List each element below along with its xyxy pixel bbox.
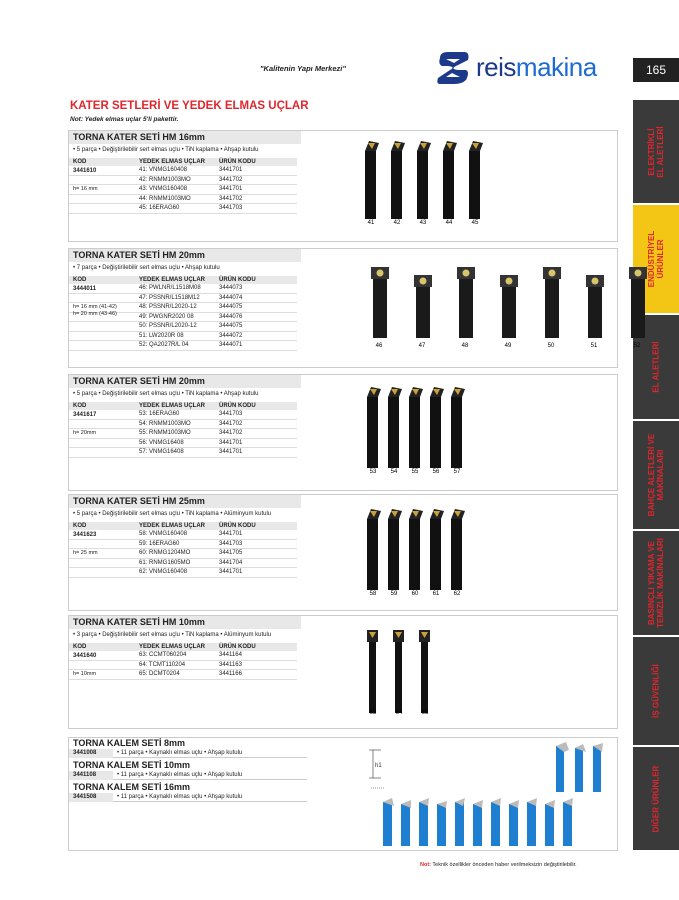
sidebar-item-diger[interactable] [633, 747, 679, 852]
column-header: KOD [73, 403, 87, 409]
tool-number: 60 [411, 591, 419, 597]
kalem-code: 3441108 [69, 771, 113, 780]
section-title: TORNA KATER SETİ HM 20mm [69, 249, 301, 262]
tool-holder [469, 141, 483, 226]
set-code: 3441623 [73, 532, 97, 538]
insert-name: 57: VNMG16408 [139, 449, 184, 455]
table-row [69, 166, 297, 176]
tool-holder [371, 267, 389, 349]
column-header: YEDEK ELMAS UÇLAR [139, 523, 206, 529]
insert-name: 63: CCMT060204 [139, 652, 187, 658]
insert-name: 48: PSSNR/L2020-12 [139, 304, 197, 310]
table-row [69, 448, 297, 458]
insert-table [69, 522, 297, 578]
tool-holder [419, 630, 430, 716]
section-title: TORNA KATER SETİ HM 20mm [69, 375, 301, 388]
tool-number: 53 [369, 469, 377, 475]
product-section [68, 494, 618, 611]
kalem-section [68, 737, 618, 851]
insert-name: 46: PWLNR/L1518M08 [139, 285, 201, 291]
tool-number: 46 [375, 343, 383, 349]
tool-number: 59 [390, 591, 398, 597]
tool-number: 61 [432, 591, 440, 597]
product-code: 3444075 [219, 304, 243, 310]
insert-table [69, 643, 297, 680]
insert-name: 59: 16ERAG60 [139, 540, 180, 547]
tool-number: 48 [461, 343, 469, 349]
product-code: 3441704 [219, 559, 243, 566]
section-features: • 5 parça • Değiştirilebilir sert elmas uçlu • TiN kaplama • Ahşap kutulu [73, 391, 259, 397]
table-row [69, 429, 297, 439]
height-note: h= 16 mm [73, 186, 98, 192]
column-header: YEDEK ELMAS UÇLAR [139, 277, 206, 283]
logo-icon [434, 50, 472, 86]
product-code: 3441702 [219, 430, 243, 436]
product-code: 3441702 [219, 420, 243, 427]
product-code: 3441701 [219, 167, 243, 173]
insert-name: 43: VNMG160408 [139, 186, 188, 192]
tool-number: 50 [547, 343, 555, 349]
tool-set-image [361, 507, 611, 596]
column-header: ÜRÜN KODU [219, 523, 256, 529]
tool-holder [451, 387, 465, 475]
tool-number: 64 [395, 710, 403, 716]
column-header: KOD [73, 159, 87, 165]
insert-name: 56: VNMG16408 [139, 439, 184, 446]
set-code: 3444011 [73, 286, 97, 292]
tool-number: 62 [453, 591, 461, 597]
column-header: ÜRÜN KODU [219, 403, 256, 409]
table-header [69, 522, 297, 530]
slogan: "Kalitenin Yapı Merkezi" [260, 64, 346, 73]
brand-logo: reismakina [476, 52, 597, 82]
tool-holder [409, 509, 423, 597]
tool-holder [430, 387, 444, 475]
product-section [68, 130, 618, 242]
column-header: ÜRÜN KODU [219, 277, 256, 283]
table-row [69, 195, 297, 205]
product-code: 3441163 [219, 661, 242, 668]
insert-name: 65: DCMT0204 [139, 671, 180, 677]
product-code: 3444073 [219, 285, 243, 291]
table-row [69, 651, 297, 661]
table-row [69, 439, 297, 449]
tool-set-image [361, 626, 611, 715]
table-header [69, 402, 297, 410]
product-code: 3441705 [219, 550, 243, 556]
insert-name: 50: PSSNR/L2020-12 [139, 323, 197, 329]
height-note: h= 16 mm (41-42) h= 20 mm (43-46) [73, 304, 117, 317]
section-features: • 3 parça • Değiştirilebilir sert elmas uçlu • TiN kaplama • Alüminyum kutulu [73, 632, 272, 638]
set-code: 3441640 [73, 653, 97, 659]
height-note: h= 25 mm [73, 550, 98, 556]
tool-holder [391, 141, 405, 226]
insert-name: 42: RNMM1003MO [139, 176, 191, 183]
table-header [69, 276, 297, 284]
sidebar-item-bahce[interactable] [633, 421, 679, 531]
tool-holder [388, 387, 402, 475]
tool-number: 51 [590, 343, 598, 349]
table-row [69, 661, 297, 671]
kalem-features: • 11 parça • Kaynaklı elmas uçlu • Ahşap kutulu [113, 771, 307, 780]
table-row [69, 568, 297, 578]
tool-number: 63 [369, 710, 377, 716]
sidebar-item-label: ENDÜSTRİYEL ÜRÜNLER [647, 230, 665, 288]
insert-name: 44: RNMM1003MO [139, 195, 191, 202]
product-code: 3441703 [219, 205, 243, 211]
sidebar-item-elektrikli[interactable] [633, 100, 679, 205]
tool-holder [451, 509, 465, 597]
tool-holder [457, 267, 475, 349]
insert-name: 53: 16ERAG60 [139, 411, 180, 417]
tool-holder [367, 630, 378, 716]
column-header: KOD [73, 277, 87, 283]
tool-number: 41 [367, 220, 375, 226]
product-section [68, 615, 618, 729]
tool-holder [500, 275, 518, 349]
tool-holder [443, 141, 457, 226]
product-code: 3444072 [219, 332, 243, 339]
table-row [69, 294, 297, 304]
table-row [69, 549, 297, 559]
column-header: YEDEK ELMAS UÇLAR [139, 159, 206, 165]
tool-number: 54 [390, 469, 398, 475]
table-row [69, 185, 297, 195]
tool-holder [586, 275, 604, 349]
table-row [69, 204, 297, 214]
tool-set-image [367, 259, 641, 349]
product-code: 3444071 [219, 342, 243, 348]
sidebar-item-label: BASINÇLI YIKAMA VE TEMİZLİK MAKİNALARI [647, 538, 665, 628]
tool-number: 43 [419, 220, 427, 226]
tool-number: 57 [453, 469, 461, 475]
product-code: 3444075 [219, 323, 243, 329]
kalem-features: • 11 parça • Kaynaklı elmas uçlu • Ahşap kutulu [113, 749, 307, 758]
kalem-title: TORNA KALEM SETİ 16mm [73, 782, 191, 792]
tool-holder [365, 141, 379, 226]
column-header: KOD [73, 523, 87, 529]
insert-name: 49: PWGNR2020 08 [139, 313, 194, 320]
column-header: YEDEK ELMAS UÇLAR [139, 644, 206, 650]
section-title: TORNA KATER SETİ HM 10mm [69, 616, 301, 629]
product-code: 3441701 [219, 569, 243, 575]
tool-number: 56 [432, 469, 440, 475]
tool-holder [388, 509, 402, 597]
section-features: • 5 parça • Değiştirilebilir sert elmas uçlu • TiN kaplama • Alüminyum kutulu [73, 511, 272, 517]
kalem-tools-image [361, 740, 611, 848]
insert-name: 47: PSSNR/L1518M12 [139, 294, 200, 301]
tool-number: 47 [418, 343, 426, 349]
product-code: 3441701 [219, 449, 243, 455]
column-header: KOD [73, 644, 87, 650]
insert-name: 62: VNMG160408 [139, 569, 188, 575]
table-row [69, 332, 297, 342]
tool-holder [367, 509, 381, 597]
page-number: 165 [633, 58, 679, 82]
page-title: KATER SETLERİ VE YEDEK ELMAS UÇLAR [70, 100, 309, 112]
tool-number: 42 [393, 220, 401, 226]
insert-name: 60: RNMG1204MO [139, 550, 191, 556]
sidebar-item-label: DİĞER ÜRÜNLER [651, 765, 661, 832]
insert-name: 55: RNMM1003MO [139, 430, 191, 436]
height-note: h= 10mm [73, 671, 97, 677]
product-code: 3441701 [219, 186, 243, 192]
insert-table [69, 402, 297, 458]
table-row [69, 176, 297, 186]
tool-number: 65 [421, 710, 429, 716]
section-features: • 5 parça • Değiştirilebilir sert elmas uçlu • TiN kaplama • Ahşap kutulu [73, 147, 259, 153]
tool-number: 44 [445, 220, 453, 226]
tool-holder [367, 387, 381, 475]
tool-number: 58 [369, 591, 377, 597]
product-section [68, 248, 641, 368]
footer-note: Not: Teknik özellikler önceden haber verilmeksizin değiştirilebilir. [420, 862, 577, 868]
insert-name: 64: TCMT110204 [139, 661, 186, 668]
section-features: • 7 parça • Değiştirilebilir sert elmas uçlu • Ahşap kutulu [73, 265, 220, 271]
page-note: Not: Yedek elmas uçlar 5'li pakettir. [70, 116, 179, 123]
tool-set-image [359, 139, 609, 225]
product-code: 3441702 [219, 176, 243, 183]
column-header: ÜRÜN KODU [219, 644, 256, 650]
insert-name: 41: VNMG160408 [139, 167, 188, 173]
insert-name: 51: LW2020R 08 [139, 332, 184, 339]
kalem-code: 3441008 [69, 749, 113, 758]
insert-name: 54: RNMM1003MO [139, 420, 191, 427]
product-code: 3441701 [219, 439, 243, 446]
tool-holder [414, 275, 432, 349]
set-code: 3441617 [73, 412, 97, 418]
product-code: 3444074 [219, 294, 243, 301]
table-header [69, 643, 297, 651]
sidebar-item-label: İŞ GÜVENLİĞİ [651, 664, 661, 718]
kalem-features: • 11 parça • Kaynaklı elmas uçlu • Ahşap kutulu [113, 793, 307, 802]
tool-number: 45 [471, 220, 479, 226]
product-code: 3441701 [219, 531, 243, 537]
table-header [69, 158, 297, 166]
sidebar-item-basincli[interactable] [633, 531, 679, 637]
height-note: h= 20mm [73, 430, 97, 436]
dimension-label: h1 [375, 763, 382, 769]
product-code: 3441702 [219, 195, 243, 202]
sidebar-item-label: ELEKTRİKLİ EL ALETLERİ [647, 125, 665, 178]
tool-holder [393, 630, 404, 716]
tool-holder [629, 267, 647, 349]
table-row [69, 530, 297, 540]
tool-holder [543, 267, 561, 349]
table-row [69, 341, 297, 351]
insert-name: 61: RNMG1605MO [139, 559, 191, 566]
kalem-title: TORNA KALEM SETİ 8mm [73, 738, 186, 748]
table-row [69, 540, 297, 550]
insert-name: 58: VNMG160408 [139, 531, 188, 537]
kalem-code: 3441508 [69, 793, 113, 802]
sidebar-item-label: BAHÇE ALETLERİ VE MAKİNALARI [647, 433, 665, 517]
insert-name: 52: QA2027R/L 04 [139, 342, 189, 348]
tool-number: 55 [411, 469, 419, 475]
insert-table [69, 158, 297, 214]
set-code: 3441610 [73, 168, 97, 174]
section-title: TORNA KATER SETİ HM 25mm [69, 495, 301, 508]
sidebar-item-label: EL ALETLERİ [651, 341, 661, 393]
table-row [69, 420, 297, 430]
tool-number: 49 [504, 343, 512, 349]
tool-number: 52 [633, 343, 641, 349]
product-code: 3444076 [219, 313, 243, 320]
table-row [69, 410, 297, 420]
sidebar-item-is-guvenligi[interactable] [633, 637, 679, 747]
tool-set-image [361, 385, 611, 474]
kalem-title: TORNA KALEM SETİ 10mm [73, 760, 191, 770]
table-row [69, 284, 297, 294]
table-row [69, 559, 297, 569]
product-code: 3441164 [219, 652, 242, 658]
tool-holder [417, 141, 431, 226]
product-code: 3441703 [219, 411, 243, 417]
product-code: 3441166 [219, 671, 242, 677]
tool-holder [430, 509, 444, 597]
table-row [69, 670, 297, 680]
product-section [68, 374, 618, 491]
tool-holder [409, 387, 423, 475]
product-code: 3441703 [219, 540, 243, 547]
table-row [69, 322, 297, 332]
column-header: YEDEK ELMAS UÇLAR [139, 403, 206, 409]
section-title: TORNA KATER SETİ HM 16mm [69, 131, 301, 144]
sidebar [633, 100, 679, 850]
column-header: ÜRÜN KODU [219, 159, 256, 165]
insert-name: 45: 16ERAG60 [139, 205, 180, 211]
